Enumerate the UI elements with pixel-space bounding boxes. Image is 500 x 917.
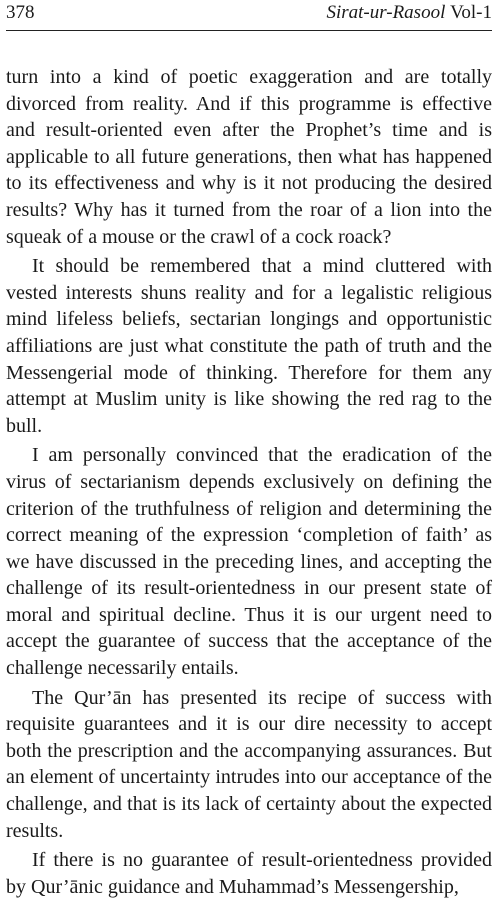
paragraph-2: It should be remembered that a mind cluttered with vested interests shuns reality and for a legalistic religious mind lifeless beliefs, sectarian longings and opportunistic affiliations are just what constitute the path of truth and the Messengerial mode of thinking. Therefore for them any attempt at Muslim unity is like showing the red rag to the bull. <box>6 255 492 437</box>
book-title-text: Sirat-ur-Rasool <box>326 2 446 23</box>
volume-label: Vol-1 <box>450 2 492 23</box>
paragraph-4: The Qur’ān has presented its recipe of success with requisite guarantees and it is our dire necessity to accept both the prescription and the accompanying assurances. But an element of uncertainty intrudes into our acceptance of the challenge, and that is its lack of certainty about the expected results. <box>6 686 492 842</box>
book-title <box>326 2 492 24</box>
page-number: 378 <box>6 2 35 23</box>
paragraph-5: If there is no guarantee of result-orientedness provided by Qur’ānic guidance and Muhammad’s Messengership, <box>6 849 492 898</box>
running-header <box>6 0 492 31</box>
body-text <box>6 64 492 903</box>
paragraph-1: turn into a kind of poetic exaggeration and are totally divorced from reality. And if this programme is effective and result-oriented even after the Prophet’s time and is applicable to all future generations, then what has happened to its effectiveness and why is it not producing the desired results? Why has it turned from the roar of a lion into the squeak of a mouse or the crawl of a cock roack? <box>6 66 492 248</box>
paragraph-3: I am personally convinced that the eradication of the virus of sectarianism depends exclusively on defining the criterion of the truthfulness of religion and determining the correct meaning of the expression ‘completion of faith’ as we have discussed in the preceding lines, and accepting the challenge of its result-orientedness in our present state of moral and spiritual decline. Thus it is our urgent need to accept the guarantee of success that the acceptance of the challenge necessarily entails. <box>6 444 492 680</box>
